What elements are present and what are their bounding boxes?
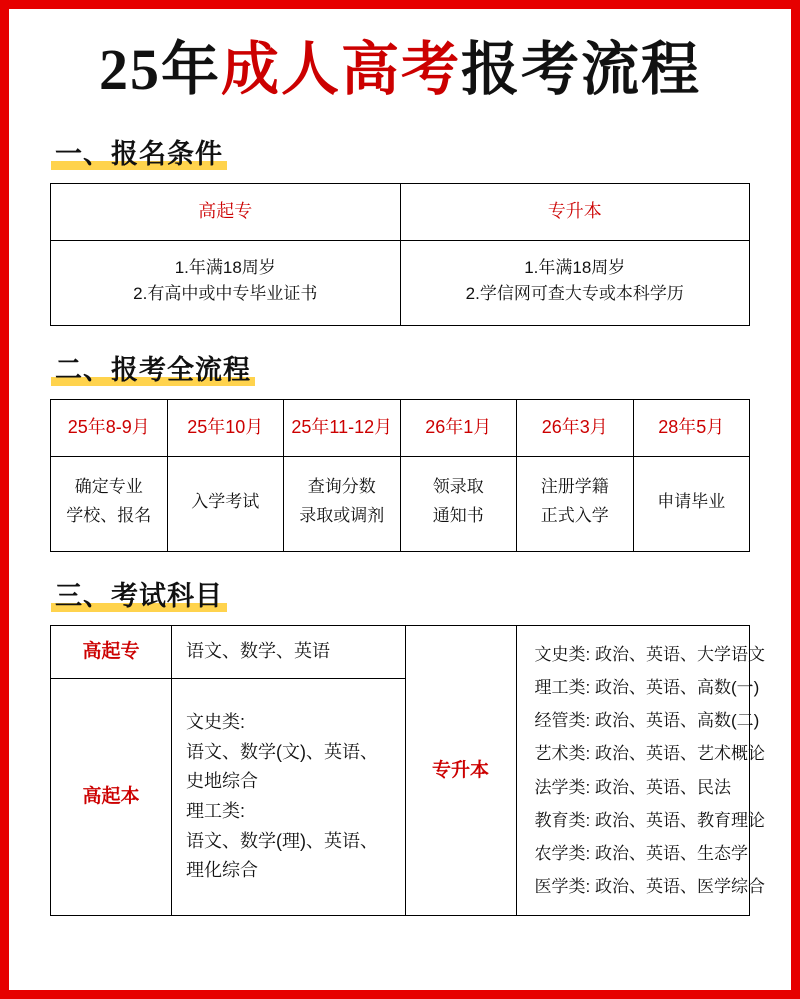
process-cell-5 <box>517 457 634 552</box>
process-header-3: 25年11-12月 <box>284 400 401 457</box>
subjects-line: 理工类: 政治、英语、高数(一) <box>534 678 760 698</box>
subjects-line: 农学类: 政治、英语、生态学 <box>534 843 748 863</box>
process-header-6: 28年5月 <box>633 400 750 457</box>
subjects-line: 语文、数学(理)、英语、 <box>186 830 378 851</box>
section-heading-text: 一、报名条件 <box>55 138 223 169</box>
process-cell-4 <box>400 457 517 552</box>
conditions-line: 2.有高中或中专毕业证书 <box>133 283 318 303</box>
process-line: 确定专业 <box>74 477 143 497</box>
subjects-line: 艺术类: 政治、英语、艺术概论 <box>534 744 765 764</box>
subjects-line: 医学类: 政治、英语、医学综合 <box>534 876 765 896</box>
conditions-line: 2.学信网可查大专或本科学历 <box>465 283 684 303</box>
process-cell-3 <box>284 457 401 552</box>
subjects-label-gaoqizhuan: 高起专 <box>51 625 172 678</box>
conditions-cell-zhuanshengben <box>400 240 750 326</box>
table-row <box>51 183 750 240</box>
process-cell-1 <box>51 457 168 552</box>
process-cell-6 <box>633 457 750 552</box>
conditions-line: 1.年满18周岁 <box>524 257 626 277</box>
process-table <box>50 399 750 552</box>
conditions-cell-gaoqizhuan <box>51 240 401 326</box>
process-header-4: 26年1月 <box>400 400 517 457</box>
subjects-line: 经管类: 政治、英语、高数(二) <box>534 711 760 731</box>
conditions-header-gaoqizhuan: 高起专 <box>51 183 401 240</box>
process-line: 领录取 <box>432 477 484 497</box>
section-heading-subjects <box>51 574 227 613</box>
process-header-2: 25年10月 <box>167 400 284 457</box>
process-line: 通知书 <box>432 506 484 526</box>
process-header-1: 25年8-9月 <box>51 400 168 457</box>
conditions-header-zhuanshengben: 专升本 <box>400 183 750 240</box>
subjects-gaoqizhuan-content: 语文、数学、英语 <box>172 625 406 678</box>
process-line: 注册学籍 <box>540 477 609 497</box>
subjects-label-zhuanshengben: 专升本 <box>405 625 516 915</box>
process-header-5: 26年3月 <box>517 400 634 457</box>
process-line: 录取或调剂 <box>299 506 385 526</box>
table-row <box>51 240 750 326</box>
subjects-line: 法学类: 政治、英语、民法 <box>534 777 731 797</box>
section-heading-text: 二、报考全流程 <box>55 355 251 386</box>
title-part1: 25年 <box>98 37 221 102</box>
subjects-line: 文史类: 政治、英语、大学语文 <box>534 644 765 664</box>
process-line: 查询分数 <box>307 477 376 497</box>
poster-content <box>9 9 791 916</box>
process-line: 正式入学 <box>540 506 609 526</box>
subjects-line: 理化综合 <box>186 860 258 881</box>
table-row <box>51 457 750 552</box>
section-heading-conditions <box>51 132 227 171</box>
subjects-line: 语文、数学(文)、英语、 <box>186 741 378 762</box>
subjects-line: 文史类: <box>186 712 246 732</box>
page-title <box>37 37 763 104</box>
table-row <box>51 625 750 678</box>
process-line: 申请毕业 <box>657 491 726 511</box>
subjects-line: 史地综合 <box>186 771 258 792</box>
subjects-table <box>50 625 765 916</box>
table-row <box>51 400 750 457</box>
process-cell-2 <box>167 457 284 552</box>
subjects-line: 教育类: 政治、英语、教育理论 <box>534 810 765 830</box>
process-line: 入学考试 <box>191 491 260 511</box>
conditions-table <box>50 183 750 327</box>
conditions-line: 1.年满18周岁 <box>174 257 276 277</box>
title-part3: 报考流程 <box>461 37 702 102</box>
subjects-label-gaoqiben: 高起本 <box>51 679 172 916</box>
section-heading-text: 三、考试科目 <box>55 580 223 611</box>
subjects-line: 理工类: <box>186 801 246 822</box>
title-part2: 成人高考 <box>220 37 461 102</box>
section-heading-process <box>51 348 255 387</box>
subjects-gaoqiben-content <box>172 679 406 916</box>
subjects-zhuanshengben-content <box>516 625 765 915</box>
process-line: 学校、报名 <box>66 506 152 526</box>
